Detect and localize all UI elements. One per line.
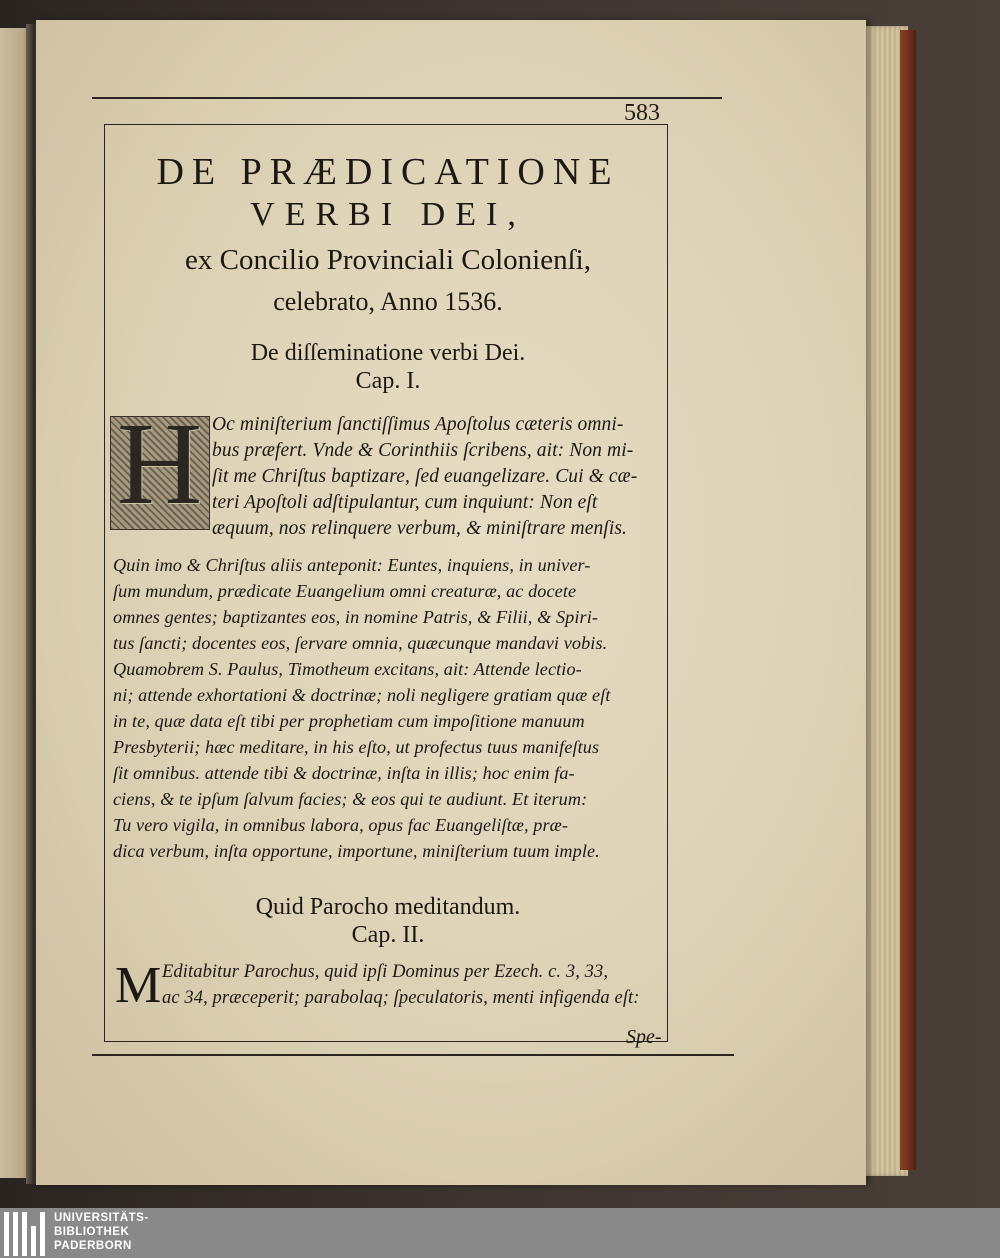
title-line-3: ex Concilio Provinciali Colonienſi, bbox=[185, 244, 591, 276]
top-rule bbox=[92, 97, 722, 99]
book-cover-edge bbox=[900, 30, 916, 1170]
chapter-1-line: in te, quæ data eſt tibi per prophetiam cum impoſitione manuum bbox=[113, 711, 585, 731]
chapter-1-line: Oc miniſterium ſanctiſſimus Apoſtolus cæteris omni- bbox=[212, 414, 624, 435]
decorated-initial-h bbox=[110, 398, 210, 530]
chapter-1-line: dica verbum, inſta opportune, importune, miniſterium tuum imple. bbox=[113, 841, 600, 861]
chapter-1-line: teri Apoſtoli adſtipulantur, cum inquiunt: Non eſt bbox=[212, 492, 598, 513]
chapter-1-line: ſit me Chriſtus baptizare, ſed euangelizare. Cui & cæ- bbox=[212, 466, 638, 487]
chapter-1-line: Presbyterii; hæc meditare, in his eſto, ut profectus tuus manifeſtus bbox=[113, 737, 600, 757]
chapter-1-line: æquum, nos relinquere verbum, & miniſtrare menſis. bbox=[212, 518, 628, 539]
chapter-1-line: ſit omnibus. attende tibi & doctrinæ, inſta in illis; hoc enim fa- bbox=[113, 763, 575, 783]
bottom-rule bbox=[92, 1054, 734, 1056]
chapter-1-line: tus ſancti; docentes eos, ſervare omnia, quæcunque mandavi vobis. bbox=[113, 633, 608, 653]
chapter-1-line: Quin imo & Chriſtus aliis anteponit: Euntes, inquiens, in univer- bbox=[113, 555, 591, 575]
initial-m: M bbox=[115, 957, 162, 1014]
chapter-1-line: ſum mundum, prædicate Euangelium omni creaturæ, ac docete bbox=[113, 581, 577, 601]
chapter-1-line: Quamobrem S. Paulus, Timotheum excitans, ait: Attende lectio- bbox=[113, 659, 582, 679]
initial-letter: H bbox=[117, 398, 203, 529]
chapter-1-cap: Cap. I. bbox=[355, 368, 421, 394]
chapter-1-line: ni; attende exhortationi & doctrinæ; noli negligere gratiam quæ eſt bbox=[113, 685, 611, 705]
title-line-1: DE PRÆDICATIONE bbox=[156, 151, 620, 193]
chapter-1-heading: De diſſeminatione verbi Dei. bbox=[250, 340, 526, 366]
library-name-line-1: UNIVERSITÄTS- bbox=[54, 1212, 149, 1224]
title-line-4: celebrato, Anno 1536. bbox=[273, 287, 503, 316]
library-name-line-2: BIBLIOTHEK bbox=[54, 1226, 130, 1238]
library-logo-icon bbox=[4, 1212, 46, 1256]
chapter-1-line: omnes gentes; baptizantes eos, in nomine Patris, & Filii, & Spiri- bbox=[113, 607, 598, 627]
chapter-1-line: Tu vero vigila, in omnibus labora, opus fac Euangeliſtæ, præ- bbox=[113, 815, 569, 835]
library-name-line-3: PADERBORN bbox=[54, 1240, 132, 1252]
catchword: Spe- bbox=[626, 1026, 662, 1048]
chapter-1-line: ciens, & te ipſum ſalvum facies; & eos qui te audiunt. Et iterum: bbox=[113, 789, 588, 809]
chapter-2-heading: Quid Parocho meditandum. bbox=[255, 894, 521, 920]
chapter-2-line: Editabitur Parochus, quid ipſi Dominus per Ezech. c. 3, 33, bbox=[162, 962, 609, 982]
page-number: 583 bbox=[624, 100, 660, 126]
chapter-2-line: ac 34, præceperit; parabolaq; ſpeculatoris, menti infigenda eſt: bbox=[162, 988, 640, 1008]
library-name bbox=[54, 1211, 149, 1253]
library-footer bbox=[0, 1208, 1000, 1258]
chapter-1-line: bus præfert. Vnde & Corinthiis ſcribens, ait: Non mi- bbox=[212, 440, 634, 461]
chapter-2-cap: Cap. II. bbox=[351, 922, 425, 948]
title-line-2: VERBI DEI, bbox=[250, 196, 526, 233]
